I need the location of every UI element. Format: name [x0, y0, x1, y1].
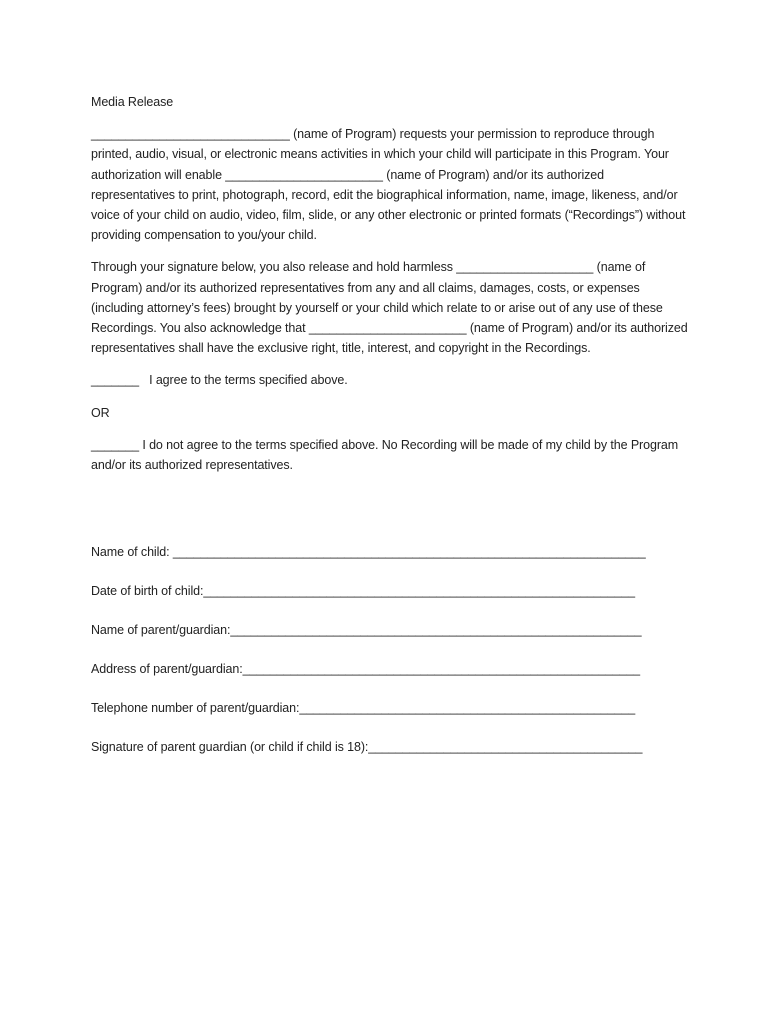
parent-name-field: Name of parent/guardian:____________________________________________________________	[91, 623, 642, 637]
child-dob-field: Date of birth of child:_______________________________________________________________	[91, 584, 636, 598]
signature-field: Signature of parent guardian (or child if child is 18):________________________________________	[91, 740, 643, 754]
disagree-option: _______ I do not agree to the terms specified above. No Recording will be made of my child by the Program and/or its authorized representatives.	[91, 437, 679, 473]
parent-address-field: Address of parent/guardian:__________________________________________________________	[91, 662, 640, 676]
document-title: Media Release	[91, 95, 174, 109]
release-body	[91, 92, 691, 487]
form-fields	[91, 542, 691, 776]
or-separator: OR	[91, 405, 110, 420]
permission-paragraph: _____________________________ (name of Program) requests your permission to reproduce through printed, audio, visual, or electronic means activities in which your child will participate in this Program. Your authorization will enable _______________________ (name of Program) and/or its authorized representatives to print, photograph, record, edit the biographical information, name, image, likeness, and/or voice of your child on audio, video, film, slide, or any other electronic or printed formats (“Recordings”) without providing compensation to you/your child.	[91, 127, 686, 243]
agree-option: _______ I agree to the terms specified above.	[91, 373, 348, 388]
parent-phone-field: Telephone number of parent/guardian:_________________________________________________	[91, 701, 636, 715]
release-paragraph: Through your signature below, you also release and hold harmless ____________________ (name of Program) and/or its authorized representatives from any and all claims, damages, costs, or expenses (including attorney’s fees) brought by yourself or your child which relate to or arise out of any use of these Recordings. You also acknowledge that _______________________ (name of Program) and/or its authorized representatives shall have the exclusive right, title, interest, and copyright in the Recordings.	[91, 260, 688, 356]
child-name-field: Name of child: _____________________________________________________________________	[91, 545, 646, 559]
